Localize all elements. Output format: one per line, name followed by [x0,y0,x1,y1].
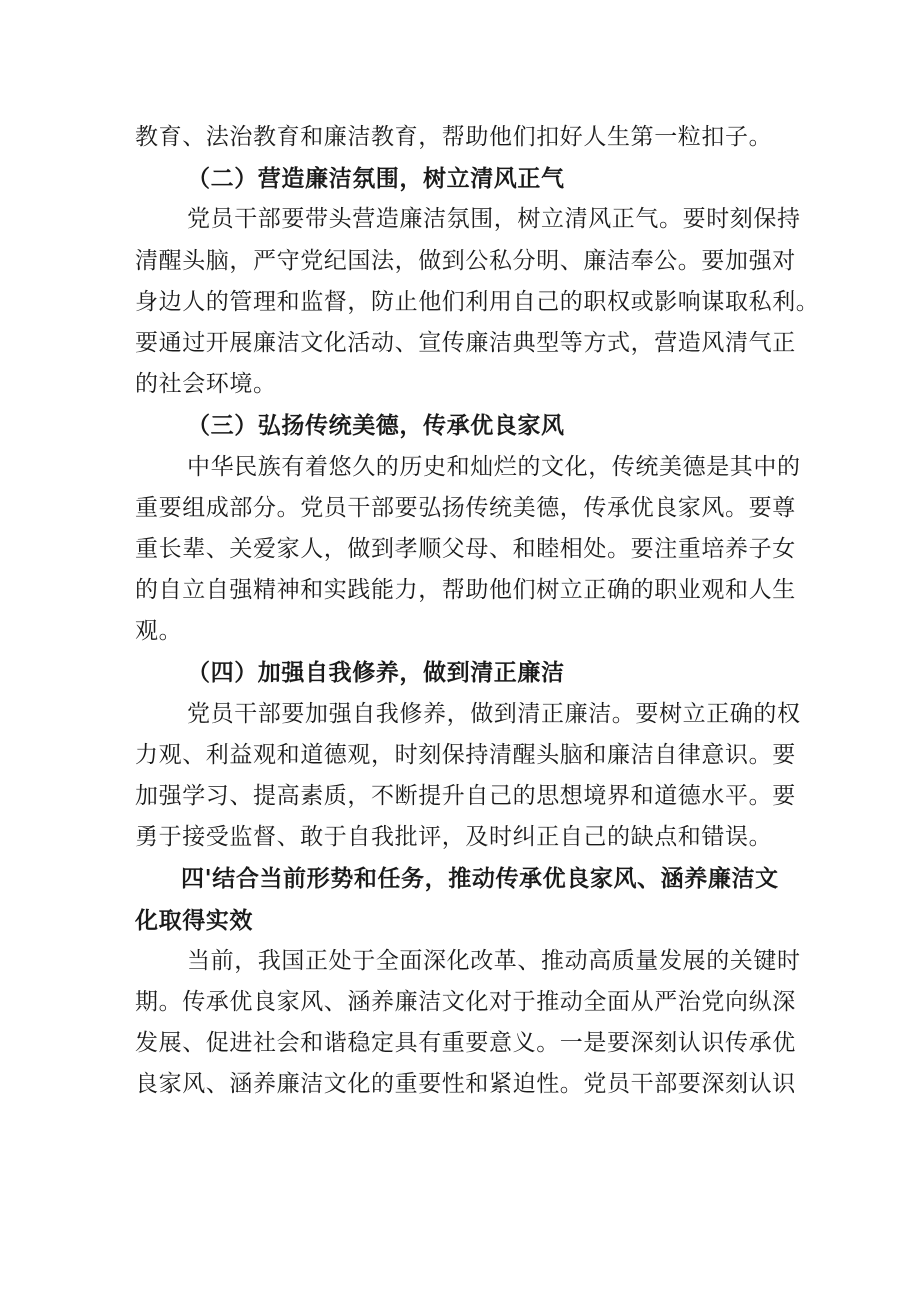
body-line: 重长辈、关爱家人，做到孝顺父母、和睦相处。要注重培养子女 [135,535,796,562]
body-line: 勇于接受监督、敢于自我批评，及时纠正自己的缺点和错误。 [135,824,773,851]
body-line: 要通过开展廉洁文化活动、宣传廉洁典型等方式，营造风清气正 [135,329,796,356]
body-line: 身边人的管理和监督，防止他们利用自己的职权或影响谋取私利。 [135,288,820,315]
body-line: 期。传承优良家风、涵养廉洁文化对于推动全面从严治党向纵深 [135,988,796,1015]
document-page [135,117,820,1106]
section-heading-4: （四）加强自我修养，做到清正廉洁 [187,659,565,687]
body-line: 重要组成部分。党员干部要弘扬传统美德，传承优良家风。要尊 [135,494,796,521]
section-heading-2: （二）营造廉洁氛围，树立清风正气 [187,165,565,193]
body-line: 清醒头脑，严守党纪国法，做到公私分明、廉洁奉公。要加强对 [135,247,796,274]
body-line: 良家风、涵养廉洁文化的重要性和紧迫性。党员干部要深刻认识 [135,1071,796,1098]
section-heading-3: （三）弘扬传统美德，传承优良家风 [187,412,565,440]
paragraph-first-line: 中华民族有着悠久的历史和灿烂的文化，传统美德是其中的 [187,453,801,480]
chapter-heading-4: 四'结合当前形势和任务，推动传承优良家风、涵养廉洁文 [181,865,779,893]
paragraph-first-line: 当前，我国正处于全面深化改革、推动高质量发展的关键时 [187,947,801,974]
paragraph-first-line: 党员干部要带头营造廉洁氛围，树立清风正气。要时刻保持 [187,206,801,233]
body-line: 力观、利益观和道德观，时刻保持清醒头脑和廉洁自律意识。要 [135,741,796,768]
body-line: 观。 [135,618,183,645]
body-line: 的自立自强精神和实践能力，帮助他们树立正确的职业观和人生 [135,577,796,604]
body-line: 加强学习、提高素质，不断提升自己的思想境界和道德水平。要 [135,783,796,809]
paragraph-first-line: 党员干部要加强自我修养，做到清正廉洁。要树立正确的权 [187,700,801,727]
body-line: 发展、促进社会和谐稳定具有重要意义。一是要深刻认识传承优 [135,1030,796,1057]
body-line: 的社会环境。 [135,371,277,398]
body-line: 教育、法治教育和廉洁教育，帮助他们扣好人生第一粒扣子。 [135,124,773,150]
chapter-heading-4-continued: 化取得实效 [135,906,253,934]
